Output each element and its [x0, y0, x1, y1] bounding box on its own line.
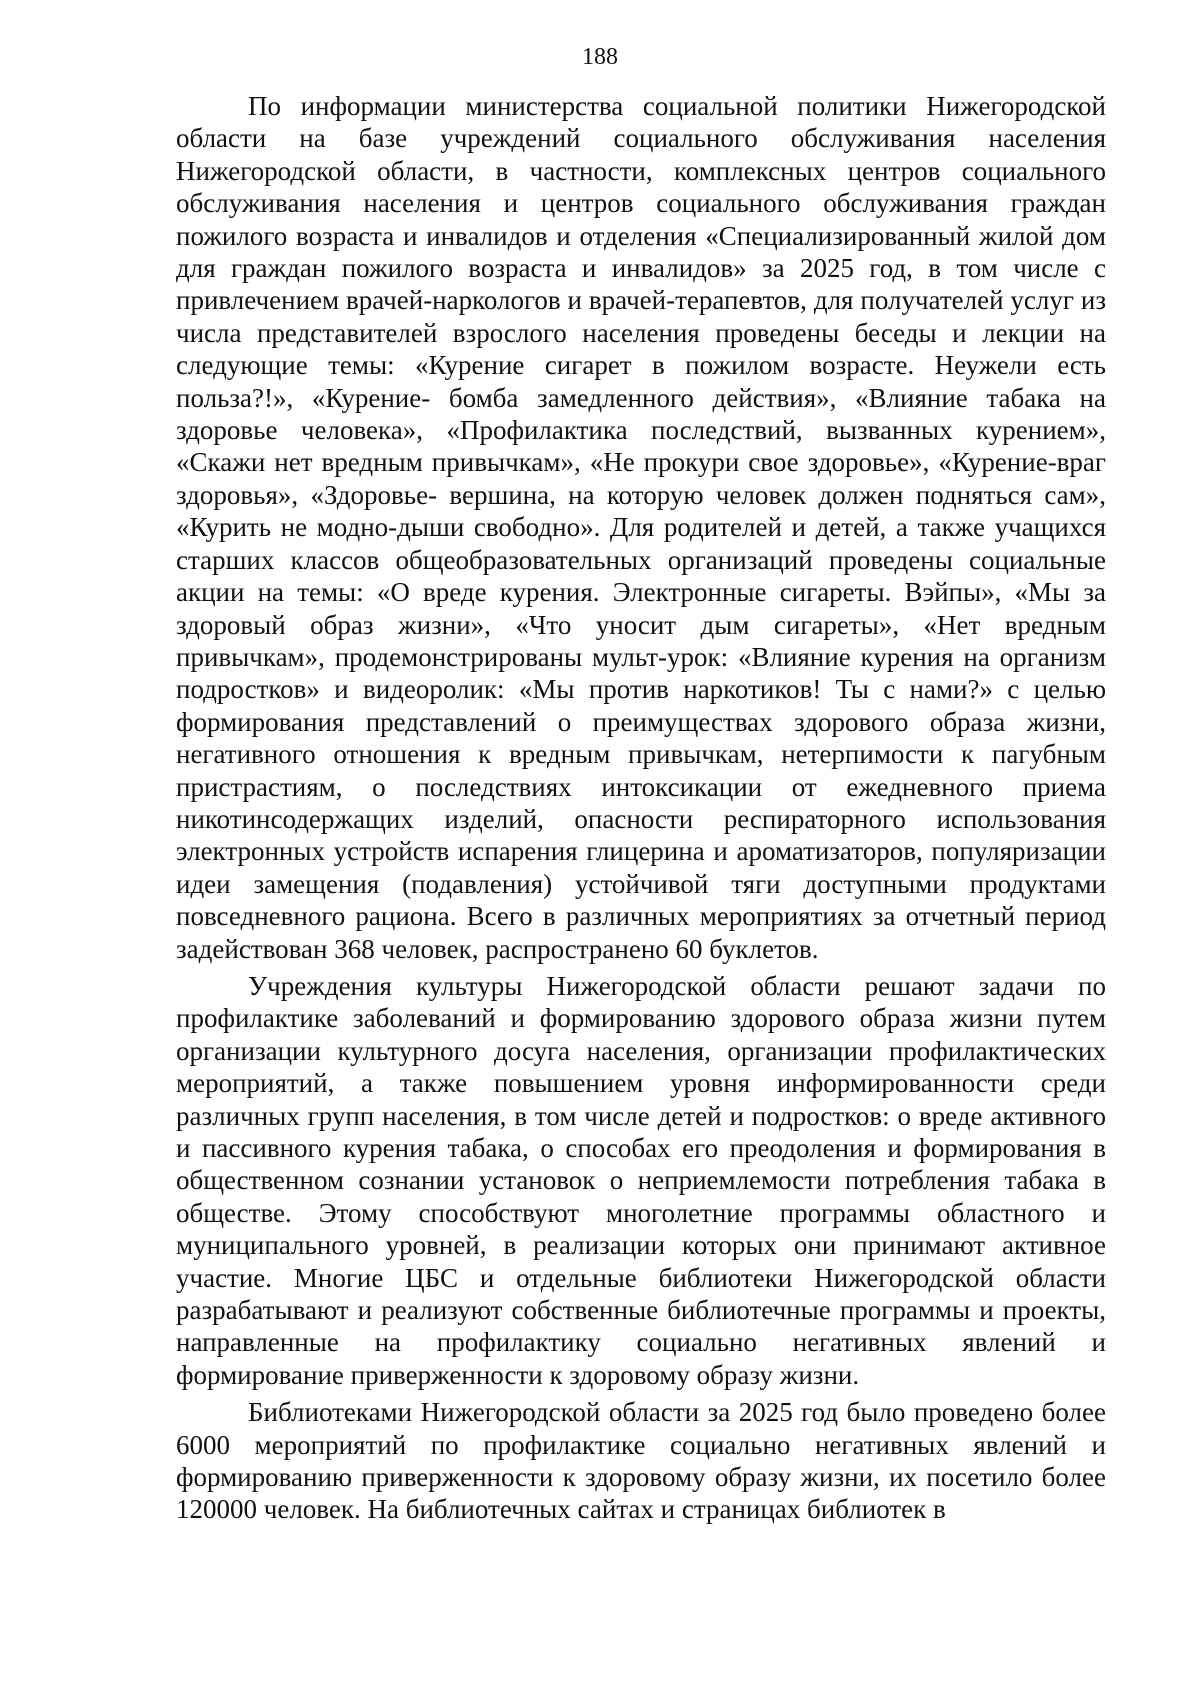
- page-number: 188: [582, 44, 618, 70]
- paragraph-libraries: Библиотеками Нижегородской области за 2025 год было проведено более 6000 мероприятий по профилактике социально негативных явлений и формированию приверженности к здоровому образу жизни, их посетило более 120000 человек. На библиотечных сайтах и страницах библиотек в: [176, 1397, 1106, 1525]
- paragraph-social-policy: По информации министерства социальной политики Нижегородской области на базе учреждений социального обслуживания населения Нижегородской области, в частности, комплексных центров социального обслуживания населения и центров социального обслуживания граждан пожилого возраста и инвалидов и отделения «Специализированный жилой дом для граждан пожилого возраста и инвалидов» за 2025 год, в том числе с привлечением врачей-наркологов и врачей-терапевтов, для получателей услуг из числа представителей взрослого населения проведены беседы и лекции на следующие темы: «Курение сигарет в пожилом возрасте. Неужели есть польза?!», «Курение- бомба замедленного действия», «Влияние табака на здоровье человека», «Профилактика последствий, вызванных курением», «Скажи нет вредным привычкам», «Не прокури свое здоровье», «Курение-враг здоровья», «Здоровье- вершина, на которую человек должен подняться сам», «Курить не модно-дыши свободно». Для родителей и детей, а также учащихся старших классов общеобразовательных организаций проведены социальные акции на темы: «О вреде курения. Электронные сигареты. Вэйпы», «Мы за здоровый образ жизни», «Что уносит дым сигареты», «Нет вредным привычкам», продемонстрированы мульт-урок: «Влияние курения на организм подростков» и видеоролик: «Мы против наркотиков! Ты с нами?» с целью формирования представлений о преимуществах здорового образа жизни, негативного отношения к вредным привычкам, нетерпимости к пагубным пристрастиям, о последствиях интоксикации от ежедневного приема никотинсодержащих изделий, опасности респираторного использования электронных устройств испарения глицерина и ароматизаторов, популяризации идеи замещения (подавления) устойчивой тяги доступными продуктами повседневного рациона. Всего в различных мероприятиях за отчетный период задействован 368 человек, распространено 60 буклетов.: [176, 91, 1106, 964]
- document-body: [176, 90, 1106, 1526]
- paragraph-culture-institutions: Учреждения культуры Нижегородской области решают задачи по профилактике заболеваний и формированию здорового образа жизни путем организации культурного досуга населения, организации профилактических мероприятий, а также повышением уровня информированности среди различных групп населения, в том числе детей и подростков: о вреде активного и пассивного курения табака, о способах его преодоления и формирования в общественном сознании установок о неприемлемости потребления табака в обществе. Этому способствуют многолетние программы областного и муниципального уровней, в реализации которых они принимают активное участие. Многие ЦБС и отдельные библиотеки Нижегородской области разрабатывают и реализуют собственные библиотечные программы и проекты, направленные на профилактику социально негативных явлений и формирование приверженности к здоровому образу жизни.: [176, 970, 1106, 1390]
